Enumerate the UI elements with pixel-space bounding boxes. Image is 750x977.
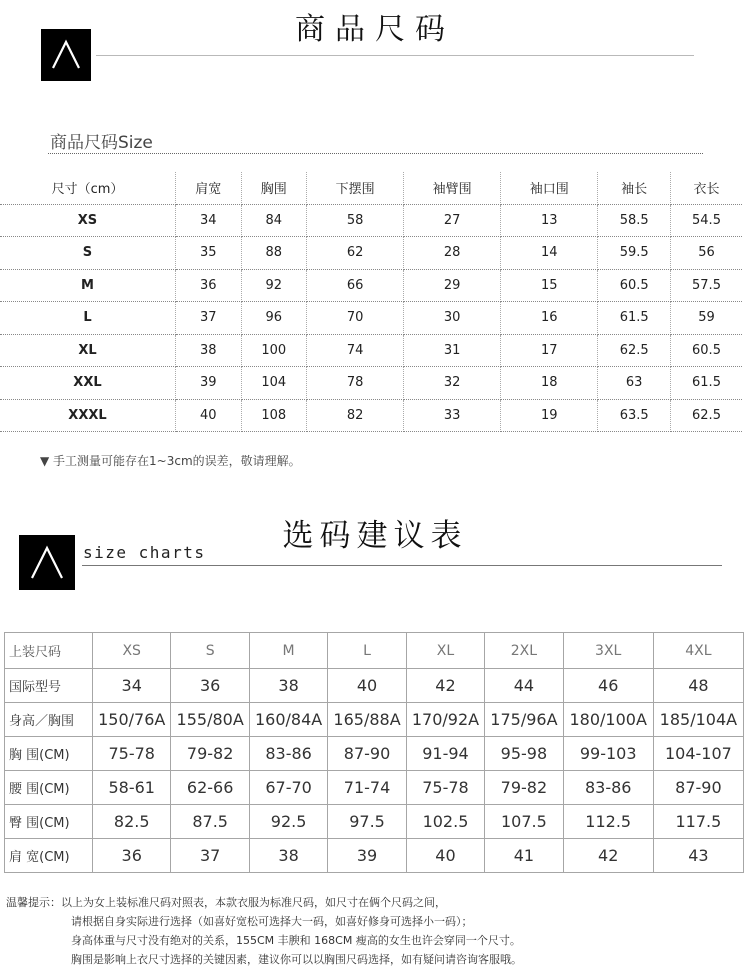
value-cell: 95-98 (485, 737, 563, 771)
value-cell: 97.5 (328, 805, 406, 839)
header-cell: 衣长 (671, 172, 743, 204)
value-cell: 36 (93, 839, 171, 873)
value-cell: 91-94 (406, 737, 484, 771)
value-cell: L (328, 633, 406, 669)
table-row (5, 805, 744, 839)
value-cell: 58.5 (598, 204, 671, 237)
value-cell: 59.5 (598, 237, 671, 270)
value-cell: 87.5 (171, 805, 249, 839)
value-cell: 185/104A (653, 703, 743, 737)
value-cell: 14 (501, 237, 598, 270)
divider (96, 55, 694, 56)
value-cell: 32 (404, 367, 501, 400)
row-label: 身高／胸围 (5, 703, 93, 737)
value-cell: 175/96A (485, 703, 563, 737)
size-table-header (0, 172, 742, 204)
value-cell: 61.5 (598, 302, 671, 335)
value-cell: 37 (175, 302, 241, 335)
table-row (0, 269, 742, 302)
value-cell: 44 (485, 669, 563, 703)
tips-line: 温馨提示：以上为女上装标准尺码对照表，本款衣服为标准尺码，如尺寸在俩个尺码之间， (6, 896, 446, 909)
table-row (0, 367, 742, 400)
value-cell: 62.5 (671, 399, 743, 432)
value-cell: 83-86 (249, 737, 327, 771)
value-cell: 31 (404, 334, 501, 367)
value-cell: 34 (175, 204, 241, 237)
brand-logo-icon (41, 29, 91, 81)
size-cell: M (0, 269, 175, 302)
value-cell: 16 (501, 302, 598, 335)
size-cell: XS (0, 204, 175, 237)
value-cell: 107.5 (485, 805, 563, 839)
header-cell: 尺寸（cm） (0, 172, 175, 204)
value-cell: 4XL (653, 633, 743, 669)
value-cell: 38 (249, 669, 327, 703)
value-cell: 96 (241, 302, 307, 335)
value-cell: S (171, 633, 249, 669)
dotted-divider (48, 153, 703, 154)
tips-line: 身高体重与尺寸没有绝对的关系，155CM 丰腴和 168CM 瘦高的女生也许会穿同一个尺寸。 (71, 934, 521, 947)
table-row (5, 737, 744, 771)
table-row (5, 703, 744, 737)
size-cell: XL (0, 334, 175, 367)
tips-line: 请根据自身实际进行选择（如喜好宽松可选择大一码，如喜好修身可选择小一码）； (71, 915, 473, 928)
size-charts-caption: size charts (83, 543, 206, 562)
row-label: 腰 围(CM) (5, 771, 93, 805)
table-row (5, 839, 744, 873)
value-cell: 28 (404, 237, 501, 270)
value-cell: 40 (175, 399, 241, 432)
value-cell: 62.5 (598, 334, 671, 367)
value-cell: 99-103 (563, 737, 653, 771)
value-cell: 160/84A (249, 703, 327, 737)
value-cell: 42 (563, 839, 653, 873)
value-cell: XL (406, 633, 484, 669)
value-cell: 17 (501, 334, 598, 367)
value-cell: 58 (307, 204, 404, 237)
header-cell: 袖口围 (501, 172, 598, 204)
value-cell: 29 (404, 269, 501, 302)
header-cell: 下摆围 (307, 172, 404, 204)
value-cell: 170/92A (406, 703, 484, 737)
value-cell: 87-90 (328, 737, 406, 771)
value-cell: 48 (653, 669, 743, 703)
value-cell: 2XL (485, 633, 563, 669)
header-cell: 袖长 (598, 172, 671, 204)
value-cell: 57.5 (671, 269, 743, 302)
value-cell: 37 (171, 839, 249, 873)
row-label: 臀 围(CM) (5, 805, 93, 839)
size-cell: XXL (0, 367, 175, 400)
value-cell: 61.5 (671, 367, 743, 400)
value-cell: 117.5 (653, 805, 743, 839)
table-row (5, 633, 744, 669)
size-recommendation-table (4, 632, 744, 873)
value-cell: 34 (93, 669, 171, 703)
header-cell: 肩宽 (175, 172, 241, 204)
table-row (0, 302, 742, 335)
value-cell: 67-70 (249, 771, 327, 805)
row-label: 肩 宽(CM) (5, 839, 93, 873)
value-cell: 39 (328, 839, 406, 873)
value-cell: 40 (406, 839, 484, 873)
row-label: 上装尺码 (5, 633, 93, 669)
value-cell: 15 (501, 269, 598, 302)
value-cell: 58-61 (93, 771, 171, 805)
measurement-note: ▼ 手工测量可能存在1~3cm的误差，敬请理解。 (40, 454, 301, 468)
value-cell: 108 (241, 399, 307, 432)
value-cell: 88 (241, 237, 307, 270)
table-row (5, 669, 744, 703)
value-cell: 83-86 (563, 771, 653, 805)
value-cell: M (249, 633, 327, 669)
value-cell: 41 (485, 839, 563, 873)
header-cell: 袖臂围 (404, 172, 501, 204)
value-cell: 102.5 (406, 805, 484, 839)
value-cell: 63 (598, 367, 671, 400)
value-cell: 40 (328, 669, 406, 703)
table-row (0, 334, 742, 367)
value-cell: 100 (241, 334, 307, 367)
value-cell: 66 (307, 269, 404, 302)
value-cell: 59 (671, 302, 743, 335)
value-cell: 180/100A (563, 703, 653, 737)
value-cell: 92.5 (249, 805, 327, 839)
value-cell: 75-78 (93, 737, 171, 771)
value-cell: 155/80A (171, 703, 249, 737)
value-cell: 38 (175, 334, 241, 367)
value-cell: 33 (404, 399, 501, 432)
value-cell: 74 (307, 334, 404, 367)
value-cell: 71-74 (328, 771, 406, 805)
value-cell: 27 (404, 204, 501, 237)
value-cell: XS (93, 633, 171, 669)
value-cell: 63.5 (598, 399, 671, 432)
value-cell: 60.5 (598, 269, 671, 302)
size-cell: L (0, 302, 175, 335)
size-table (0, 172, 742, 432)
table-row (0, 204, 742, 237)
value-cell: 39 (175, 367, 241, 400)
value-cell: 54.5 (671, 204, 743, 237)
value-cell: 46 (563, 669, 653, 703)
table-row (0, 237, 742, 270)
value-cell: 13 (501, 204, 598, 237)
value-cell: 60.5 (671, 334, 743, 367)
size-cell: XXXL (0, 399, 175, 432)
value-cell: 3XL (563, 633, 653, 669)
size-title: 商品尺码 (295, 12, 455, 47)
value-cell: 35 (175, 237, 241, 270)
value-cell: 38 (249, 839, 327, 873)
row-label: 国际型号 (5, 669, 93, 703)
table-row (5, 771, 744, 805)
value-cell: 92 (241, 269, 307, 302)
value-cell: 42 (406, 669, 484, 703)
value-cell: 79-82 (485, 771, 563, 805)
value-cell: 82.5 (93, 805, 171, 839)
value-cell: 104-107 (653, 737, 743, 771)
value-cell: 84 (241, 204, 307, 237)
value-cell: 78 (307, 367, 404, 400)
size-subtitle: 商品尺码Size (50, 133, 153, 153)
tips-block (6, 893, 522, 969)
divider (82, 565, 722, 566)
value-cell: 19 (501, 399, 598, 432)
size-cell: S (0, 237, 175, 270)
value-cell: 82 (307, 399, 404, 432)
value-cell: 36 (175, 269, 241, 302)
value-cell: 30 (404, 302, 501, 335)
value-cell: 43 (653, 839, 743, 873)
value-cell: 79-82 (171, 737, 249, 771)
value-cell: 165/88A (328, 703, 406, 737)
value-cell: 87-90 (653, 771, 743, 805)
value-cell: 70 (307, 302, 404, 335)
value-cell: 150/76A (93, 703, 171, 737)
value-cell: 62-66 (171, 771, 249, 805)
recommendation-title: 选码建议表 (282, 518, 468, 554)
header-cell: 胸围 (241, 172, 307, 204)
brand-logo-icon (19, 535, 75, 590)
value-cell: 56 (671, 237, 743, 270)
row-label: 胸 围(CM) (5, 737, 93, 771)
value-cell: 18 (501, 367, 598, 400)
value-cell: 104 (241, 367, 307, 400)
table-row (0, 399, 742, 432)
value-cell: 62 (307, 237, 404, 270)
tips-line: 胸围是影响上衣尺寸选择的关键因素，建议你可以以胸围尺码选择，如有疑问请咨询客服哦。 (71, 953, 522, 966)
value-cell: 36 (171, 669, 249, 703)
value-cell: 112.5 (563, 805, 653, 839)
value-cell: 75-78 (406, 771, 484, 805)
